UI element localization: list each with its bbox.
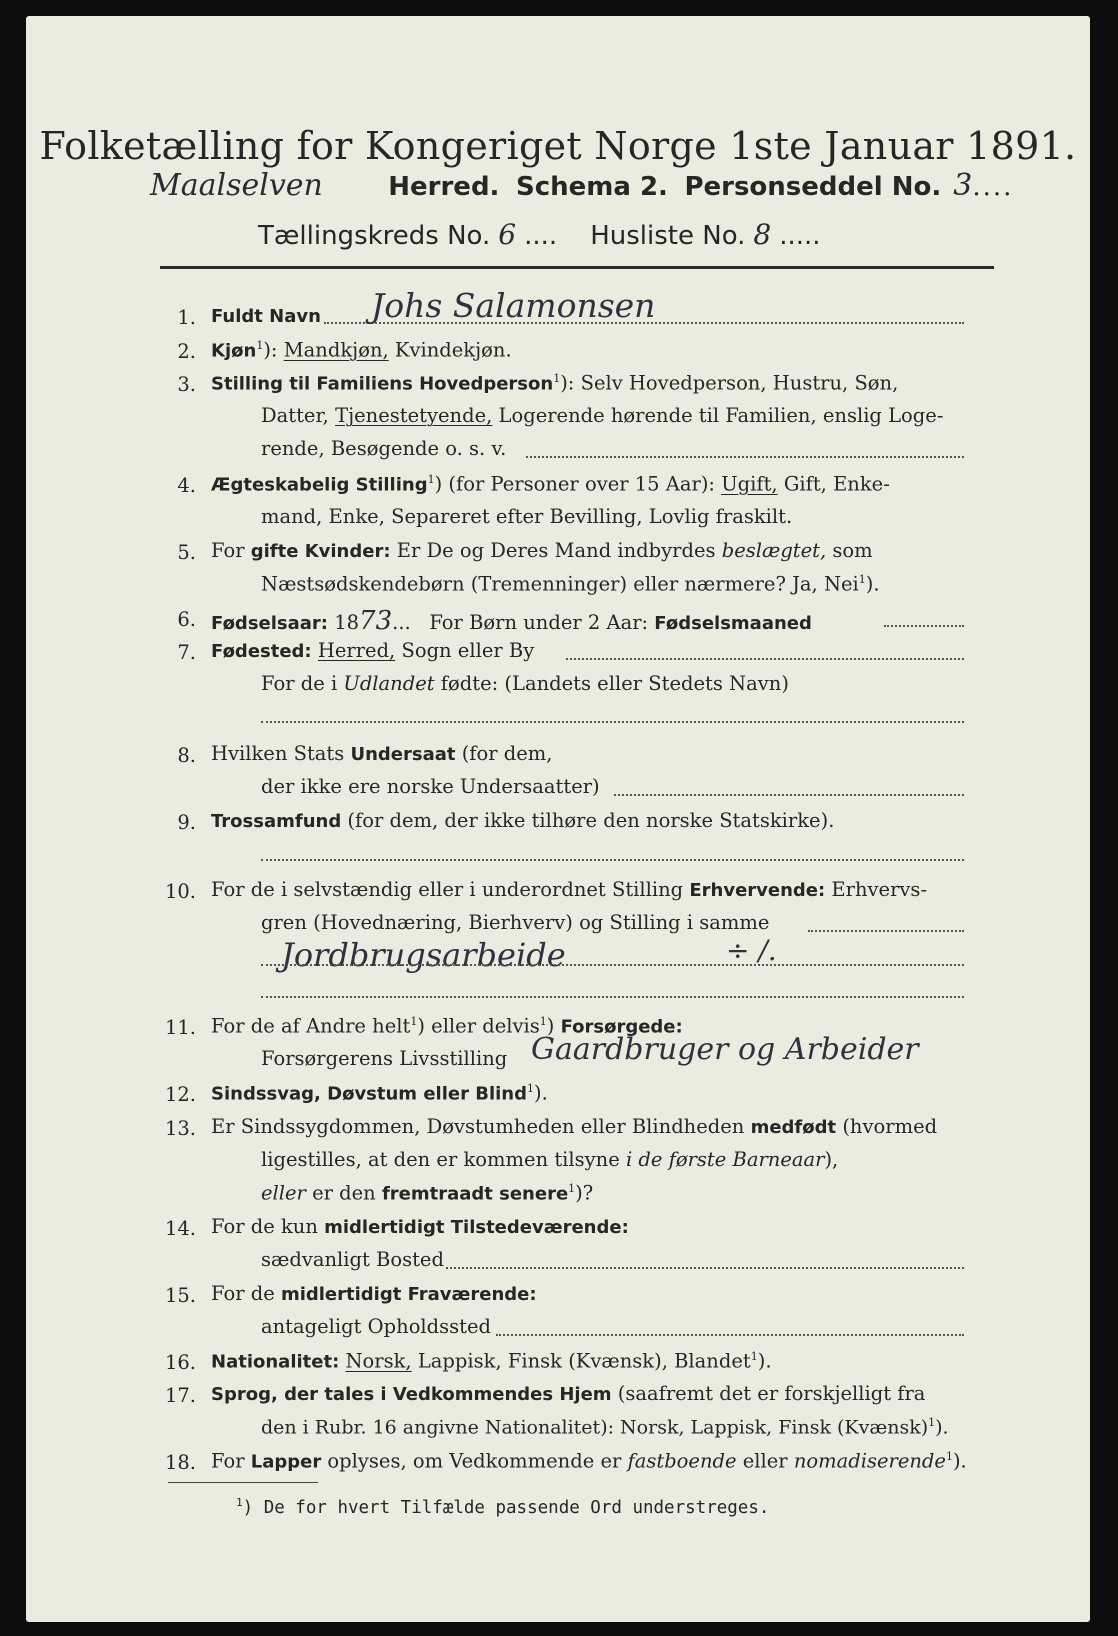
herred-value: Maalselven bbox=[150, 168, 323, 203]
item-number: 18. bbox=[164, 1451, 196, 1474]
dots bbox=[884, 625, 964, 627]
item-3-line-2: Datter, Tjenestetyende, Logerende hørende til Familien, enslig Loge- bbox=[261, 404, 944, 427]
dots bbox=[566, 658, 964, 660]
item-11-line-2: Forsørgerens Livsstilling bbox=[261, 1047, 508, 1070]
footnote: $^1$) De for hvert Tilfælde passende Ord understreges. bbox=[236, 1496, 770, 1518]
dots bbox=[261, 996, 964, 998]
kreds-label: Tællingskreds No. bbox=[258, 221, 491, 251]
item-number: 5. bbox=[177, 541, 196, 564]
item-number: 11. bbox=[164, 1016, 196, 1039]
item-11-line: For de af Andre helt$^1$) eller delvis$^1$) Forsørgede: bbox=[211, 1014, 683, 1038]
item-9-line: Trossamfund (for dem, der ikke tilhøre den norske Statskirke). bbox=[211, 809, 835, 832]
birthplace-underlined: Herred, bbox=[317, 639, 396, 662]
item-18-line: For Lapper oplyses, om Vedkommende er fastboende eller nomadiserende$^1$). bbox=[211, 1449, 967, 1473]
dots bbox=[261, 859, 964, 861]
item-number: 13. bbox=[164, 1117, 196, 1140]
position-underlined: Tjenestetyende, bbox=[335, 404, 493, 427]
item-17-line-2: den i Rubr. 16 angivne Nationalitet): Norsk, Lappisk, Finsk (Kvænsk)$^1$). bbox=[261, 1416, 949, 1439]
dots bbox=[261, 721, 964, 723]
item-number: 15. bbox=[164, 1284, 196, 1307]
item-number: 16. bbox=[164, 1351, 196, 1374]
kreds-value: 6 bbox=[498, 218, 517, 251]
herred-line: Maalselven Herred. Schema 2. Personseddel No. 3.... bbox=[150, 168, 1014, 203]
item-number: 17. bbox=[164, 1384, 196, 1407]
item-16-line: Nationalitet: Norsk, Lappisk, Finsk (Kvænsk), Blandet$^1$). bbox=[211, 1349, 772, 1373]
item-14-line: For de kun midlertidigt Tilstedeværende: bbox=[211, 1215, 629, 1238]
provider-value: Gaardbruger og Arbeider bbox=[531, 1032, 919, 1067]
item-7-line: Fødested: Herred, Sogn eller By bbox=[211, 639, 535, 662]
dots bbox=[526, 456, 964, 458]
item-13-line-2: ligestilles, at den er kommen tilsyne i de første Barneaar), bbox=[261, 1148, 839, 1171]
item-14-line-2: sædvanligt Bosted bbox=[261, 1248, 444, 1271]
husliste-value: 8 bbox=[753, 218, 772, 251]
item-13-line: Er Sindssygdommen, Døvstumheden eller Blindheden medfødt (hvormed bbox=[211, 1115, 938, 1138]
item-13-line-3: eller er den fremtraadt senere$^1$)? bbox=[261, 1181, 594, 1205]
marital-underlined: Ugift, bbox=[721, 472, 778, 496]
item-number: 8. bbox=[177, 744, 196, 767]
item-7-line-2: For de i Udlandet fødte: (Landets eller Stedets Navn) bbox=[261, 672, 789, 695]
fuldt-navn-label: Fuldt Navn bbox=[211, 306, 321, 327]
item-number: 3. bbox=[177, 373, 196, 396]
item-number: 9. bbox=[177, 811, 196, 834]
item-number: 10. bbox=[164, 880, 196, 903]
item-8-line-2: der ikke ere norske Undersaatter) bbox=[261, 775, 600, 798]
item-number: 1. bbox=[177, 306, 196, 329]
item-3-line-3: rende, Besøgende o. s. v. bbox=[261, 437, 507, 460]
occupation-mark: ÷ /. bbox=[726, 934, 777, 967]
item-15-line: For de midlertidigt Fraværende: bbox=[211, 1282, 537, 1305]
item-1-line bbox=[211, 306, 321, 326]
item-10-line-2: gren (Hovednæring, Bierhverv) og Stilling i samme bbox=[261, 911, 770, 934]
item-4-line: Ægteskabelig Stilling$^1$) (for Personer over 15 Aar): Ugift, Gift, Enke- bbox=[211, 472, 890, 496]
item-number: 14. bbox=[164, 1217, 196, 1240]
item-6-line: Fødselsaar: 1873... For Børn under 2 Aar: Fødselsmaaned bbox=[211, 606, 812, 636]
name-value: Johs Salamonsen bbox=[371, 286, 656, 325]
kreds-line: Tællingskreds No. 6 .... Husliste No. 8 ..... bbox=[258, 218, 821, 251]
dots bbox=[808, 930, 964, 932]
dots bbox=[261, 964, 964, 966]
item-8-line: Hvilken Stats Undersaat (for dem, bbox=[211, 742, 553, 765]
item-5-line: For gifte Kvinder: Er De og Deres Mand indbyrdes beslægtet, som bbox=[211, 539, 873, 562]
item-17-line: Sprog, der tales i Vedkommendes Hjem (saafremt det er forskjelligt fra bbox=[211, 1382, 926, 1405]
item-number: 6. bbox=[177, 608, 196, 631]
item-15-line-2: antageligt Opholdssted bbox=[261, 1315, 492, 1338]
item-5-line-2: Næstsødskendebørn (Tremenninger) eller nærmere? Ja, Nei$^1$). bbox=[261, 572, 880, 596]
dots bbox=[446, 1267, 964, 1269]
occupation-value: Jordbrugsarbeide bbox=[281, 936, 566, 974]
personseddel-label: Personseddel No. bbox=[684, 172, 942, 202]
form-title: Folketælling for Kongeriget Norge 1ste Januar 1891. bbox=[39, 124, 1077, 168]
nationality-underlined: Norsk, bbox=[345, 1349, 412, 1373]
footnote-divider bbox=[168, 1482, 318, 1483]
birth-year-value: 73 bbox=[359, 606, 393, 636]
header-divider bbox=[160, 266, 994, 269]
husliste-label: Husliste No. bbox=[590, 221, 746, 251]
item-number: 2. bbox=[177, 340, 196, 363]
gender-male-underlined: Mandkjøn, bbox=[283, 338, 389, 362]
item-4-line-2: mand, Enke, Separeret efter Bevilling, Lovlig fraskilt. bbox=[261, 505, 793, 528]
personseddel-value: 3 bbox=[953, 168, 973, 203]
item-12-line: Sindssvag, Døvstum eller Blind$^1$). bbox=[211, 1081, 548, 1105]
item-10-line: For de i selvstændig eller i underordnet Stilling Erhvervende: Erhvervs- bbox=[211, 878, 928, 901]
item-3-line: Stilling til Familiens Hovedperson$^1$): Selv Hovedperson, Hustru, Søn, bbox=[211, 371, 899, 395]
item-number: 4. bbox=[177, 474, 196, 497]
item-number: 12. bbox=[164, 1083, 196, 1106]
schema-label: Schema 2. bbox=[515, 172, 668, 202]
dots bbox=[496, 1334, 964, 1336]
dots bbox=[614, 794, 964, 796]
census-form-sheet bbox=[26, 16, 1090, 1622]
herred-label: Herred. bbox=[388, 172, 500, 202]
item-2-line: Kjøn$^1$): Mandkjøn, Kvindekjøn. bbox=[211, 338, 512, 362]
item-number: 7. bbox=[177, 641, 196, 664]
